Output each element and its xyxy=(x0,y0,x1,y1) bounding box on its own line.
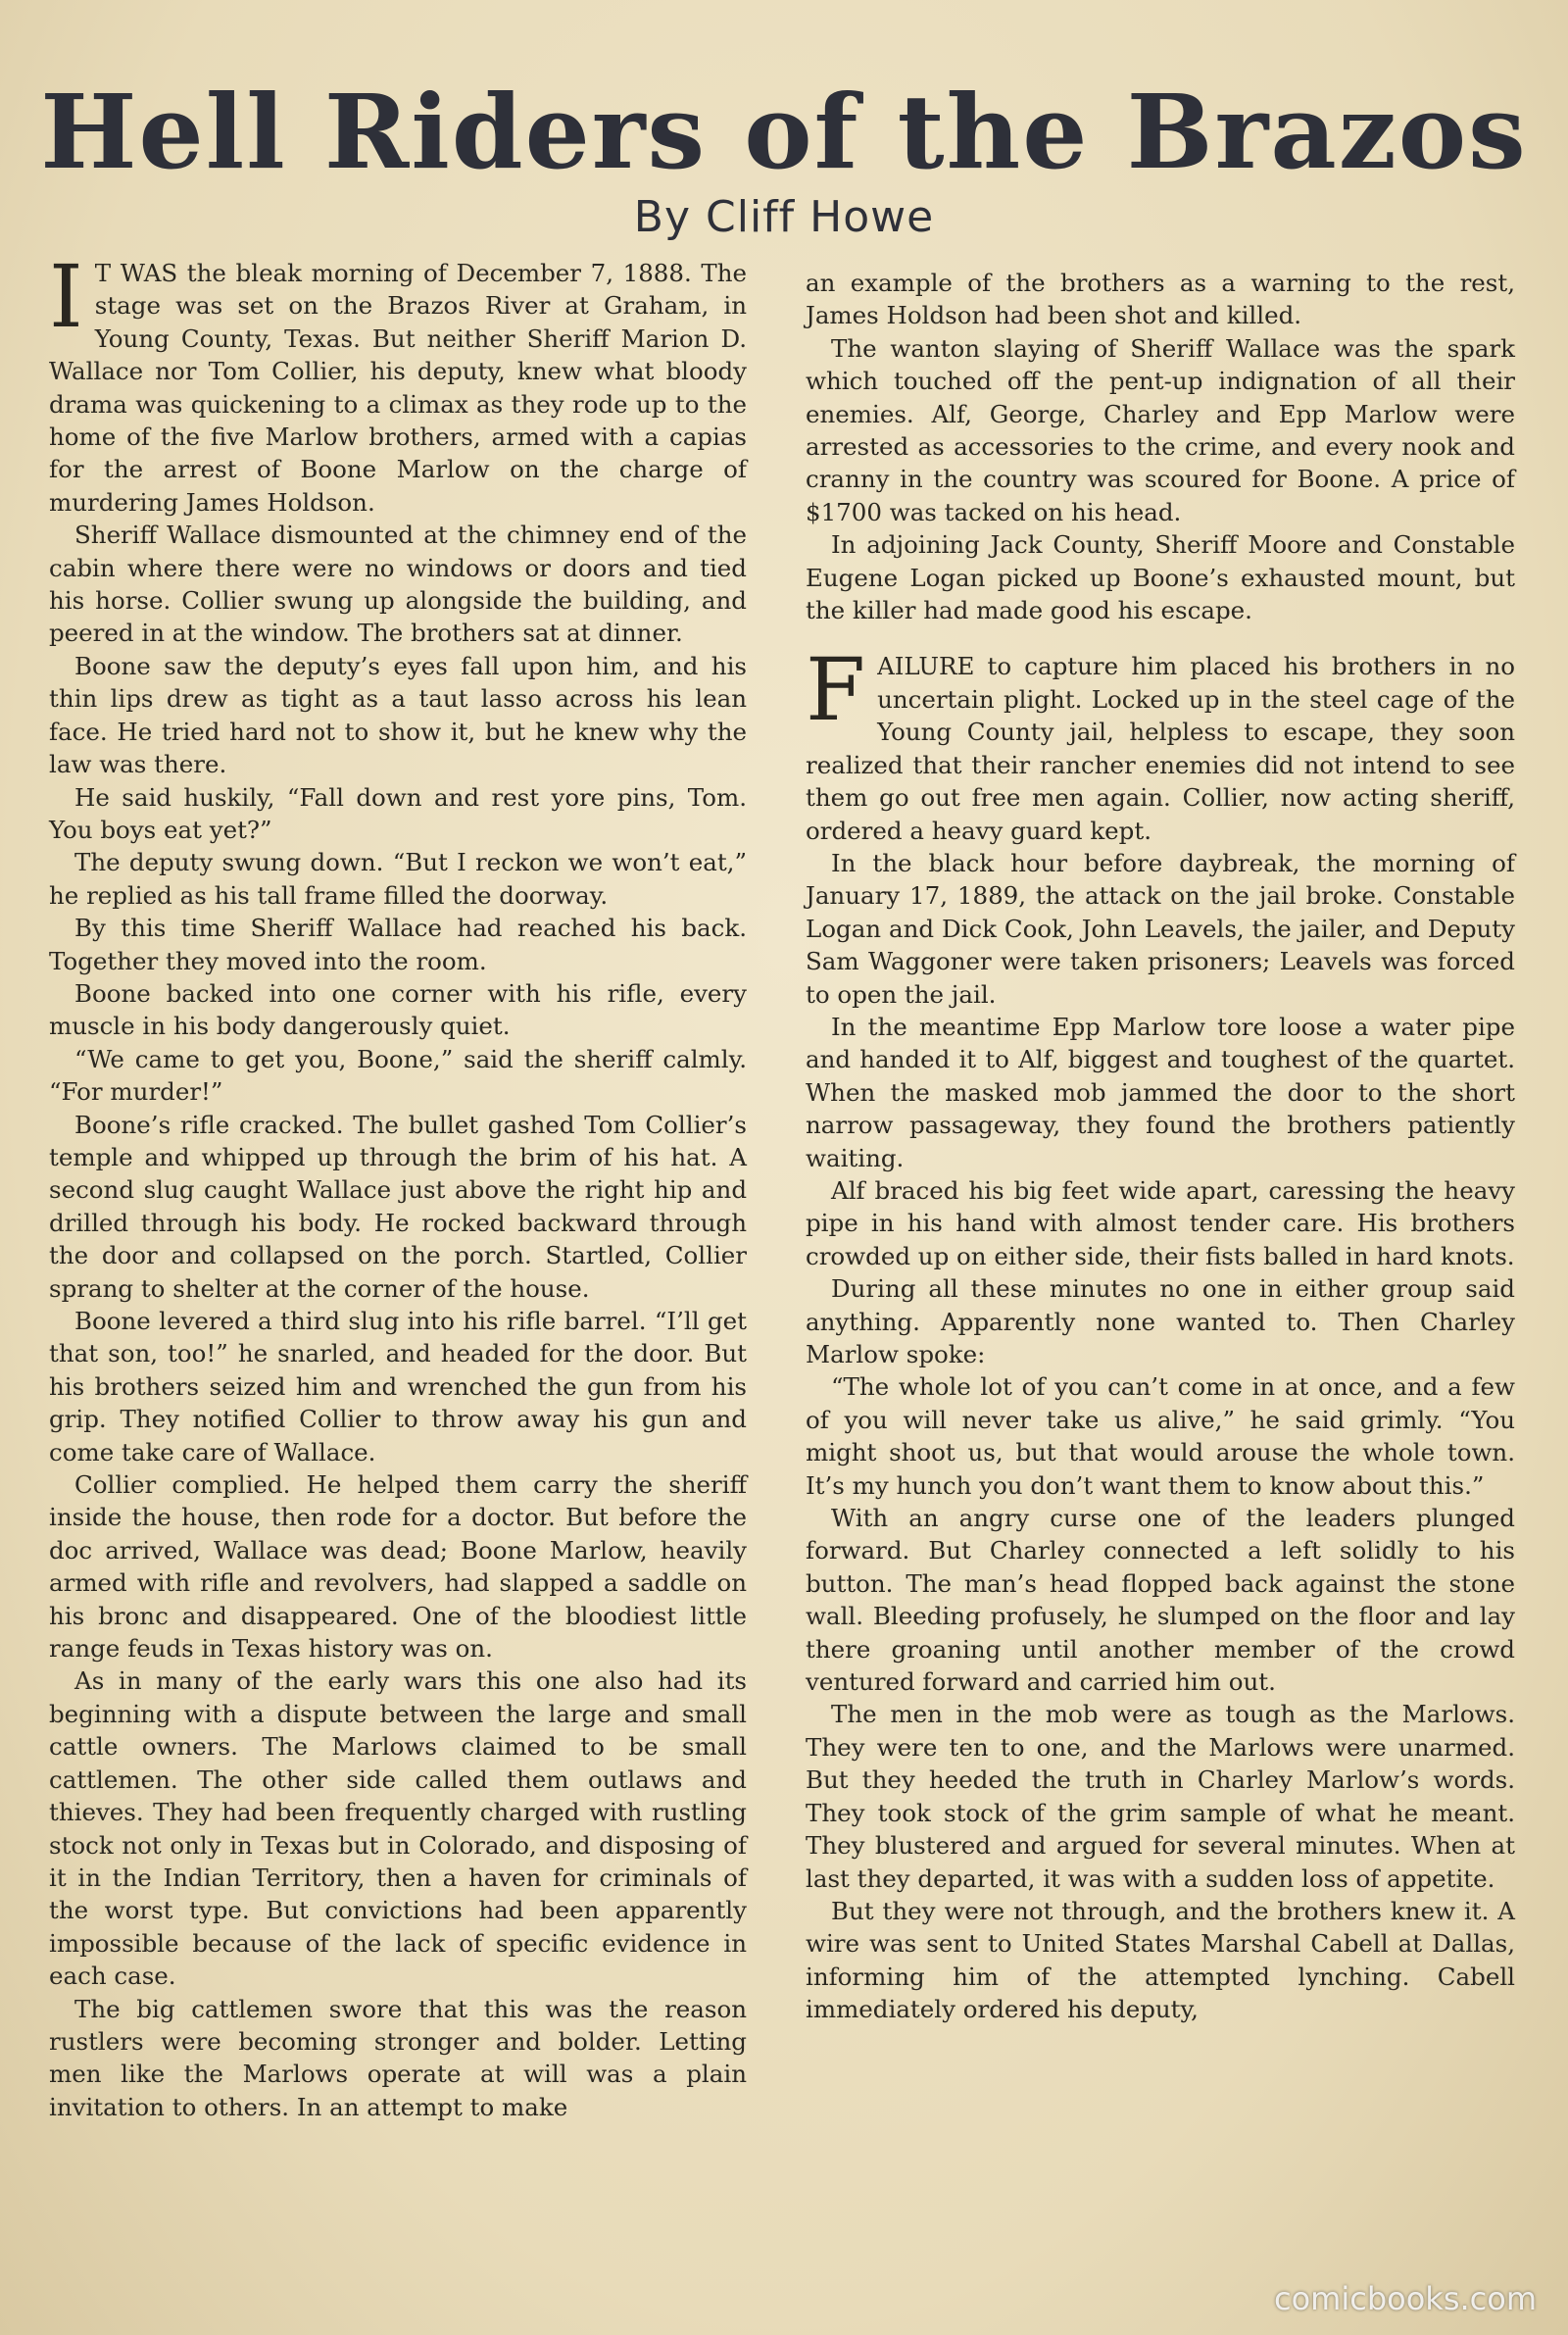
opening-text: T WAS the bleak morning of December 7, 1888. The stage was set on the Brazos River at Graham, in Young County, Texas. But neither Sheriff Marion D. Wallace nor Tom Collier, his deputy, knew what bloody drama was quickening to a climax as they rode up to the home of the five Marlow brothers, armed with a capias for the arrest of Boone Marlow on the charge of murdering James Holdson. xyxy=(49,259,747,517)
byline: By Cliff Howe xyxy=(633,192,935,242)
paragraph: With an angry curse one of the leaders plunged forward. But Charley connected a left solidly to his button. The man’s head flopped back against the stone wall. Bleeding profusely, he slumped on the floor and lay there groaning until another member of the crowd ventured forward and carried him out. xyxy=(806,1504,1515,1697)
right-column xyxy=(806,267,1515,2026)
paragraph: Collier complied. He helped them carry the sheriff inside the house, then rode for a doctor. But before the doc arrived, Wallace was dead; Boone Marlow, heavily armed with rifle and revolvers, had slapped a saddle on his bronc and disappeared. One of the bloodiest little range feuds in Texas history was on. xyxy=(49,1470,747,1664)
paragraph: Boone’s rifle cracked. The bullet gashed Tom Collier’s temple and whipped up through the brim of his hat. A second slug caught Wallace just above the right hip and drilled through his body. He rocked backward through the door and collapsed on the porch. Startled, Collier sprang to shelter at the corner of the house. xyxy=(49,1110,747,1303)
paragraph: In the black hour before daybreak, the morning of January 17, 1889, the attack on the jail broke. Constable Logan and Dick Cook, John Leavels, the jailer, and Deputy Sam Waggoner were taken prisoners; Leavels was forced to open the jail. xyxy=(806,848,1515,1009)
paragraph: But they were not through, and the brothers knew it. A wire was sent to United States Marshal Cabell at Dallas, informing him of the attempted lynching. Cabell immediately ordered his deputy, xyxy=(806,1896,1515,2024)
left-column xyxy=(49,246,747,2123)
paragraph: Boone backed into one corner with his rifle, every muscle in his body dangerously quiet. xyxy=(49,978,747,1041)
watermark: comicbooks.com xyxy=(1273,2280,1537,2317)
drop-cap: I xyxy=(49,246,83,347)
paragraph: Sheriff Wallace dismounted at the chimney end of the cabin where there were no windows or doors and tied his horse. Collier swung up alongside the building, and peered in at the window. The brothers sat at dinner. xyxy=(49,521,747,648)
paragraph: “The whole lot of you can’t come in at once, and a few of you will never take us alive,” he said grimly. “You might shoot us, but that would arouse the whole town. It’s my hunch you don’t want them to know about this.” xyxy=(806,1372,1515,1500)
paragraph: The big cattlemen swore that this was the reason rustlers were becoming stronger and bolder. Letting men like the Marlows operate at will was a plain invitation to others. In an attempt to make xyxy=(49,1994,747,2121)
article-title: Hell Riders of the Brazos xyxy=(40,72,1528,192)
section-opening-text: AILURE to capture him placed his brothers in no uncertain plight. Locked up in the steel cage of the Young County jail, helpless to escape, they soon realized that their rancher enemies did not intend to see them go out free men again. Collier, now acting sheriff, ordered a heavy guard kept. xyxy=(806,652,1515,845)
paragraph: In adjoining Jack County, Sheriff Moore and Constable Eugene Logan picked up Boone’s exhausted mount, but the killer had made good his escape. xyxy=(806,530,1515,625)
paragraph: The deputy swung down. “But I reckon we won’t eat,” he replied as his tall frame filled the doorway. xyxy=(49,848,747,910)
continued-paragraph: an example of the brothers as a warning to the rest, James Holdson had been shot and killed. xyxy=(806,269,1515,330)
opening-paragraph xyxy=(49,246,747,519)
paragraph: During all these minutes no one in either group said anything. Apparently none wanted to. Then Charley Marlow spoke: xyxy=(806,1274,1515,1368)
paragraph: The men in the mob were as tough as the Marlows. They were ten to one, and the Marlows were unarmed. But they heeded the truth in Charley Marlow’s words. They took stock of the grim sample of what he meant. They blustered and argued for several minutes. When at last they departed, it was with a sudden loss of appetite. xyxy=(806,1700,1515,1893)
paragraph: As in many of the early wars this one also had its beginning with a dispute between the large and small cattle owners. The Marlows claimed to be small cattlemen. The other side called them outlaws and thieves. They had been frequently charged with rustling stock not only in Texas but in Colorado, and disposing of it in the Indian Territory, then a haven for criminals of the worst type. But convictions had been apparently impossible because of the lack of specific evidence in each case. xyxy=(49,1666,747,1991)
paragraph: The wanton slaying of Sheriff Wallace was the spark which touched off the pent-up indignation of all their enemies. Alf, George, Charley and Epp Marlow were arrested as accessories to the crime, and every nook and cranny in the country was scoured for Boone. A price of $1700 was tacked on his head. xyxy=(806,333,1515,526)
paragraph: He said huskily, “Fall down and rest yore pins, Tom. You boys eat yet?” xyxy=(49,782,747,844)
paragraph: In the meantime Epp Marlow tore loose a water pipe and handed it to Alf, biggest and toughest of the quartet. When the masked mob jammed the door to the short narrow passageway, they found the brothers patiently waiting. xyxy=(806,1012,1515,1172)
section-opening-paragraph xyxy=(806,639,1515,846)
paragraph: “We came to get you, Boone,” said the sheriff calmly. “For murder!” xyxy=(49,1044,747,1107)
paragraph: Boone levered a third slug into his rifle barrel. “I’ll get that son, too!” he snarled, and headed for the door. But his brothers seized him and wrenched the gun from his grip. They notified Collier to throw away his gun and come take care of Wallace. xyxy=(49,1307,747,1466)
paragraph: Boone saw the deputy’s eyes fall upon him, and his thin lips drew as tight as a taut lasso across his lean face. He tried hard not to show it, but he knew why the law was there. xyxy=(49,651,747,779)
drop-cap: F xyxy=(806,639,866,741)
paragraph: Alf braced his big feet wide apart, caressing the heavy pipe in his hand with almost tender care. His brothers crowded up on either side, their fists balled in hard knots. xyxy=(806,1175,1515,1270)
paragraph: By this time Sheriff Wallace had reached his back. Together they moved into the room. xyxy=(49,914,747,975)
